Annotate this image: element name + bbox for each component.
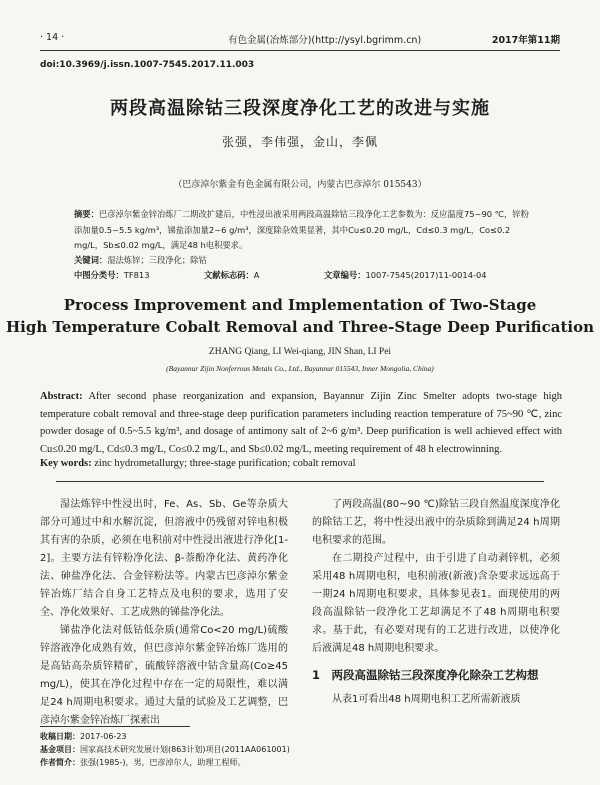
en-keywords-label: Key words: (40, 458, 92, 469)
cn-keywords-text: 湿法炼锌；三段净化；除钴 (107, 255, 207, 265)
en-title-line2: High Temperature Cobalt Removal and Three-Stage Deep Purification (6, 318, 594, 336)
article-number: 文章编号：1007-7545(2017)11-0014-04 (324, 270, 487, 280)
body-right-column (312, 496, 560, 709)
body-paragraph: 湿法炼锌中性浸出时，Fe、As、Sb、Ge等杂质大部分可通过中和水解沉淀，但溶液中仍残留对锌电积极其有害的杂质，必须在电积前对中性浸出液进行净化[1-2]。主要方法有锌粉净化法、β-萘酚净化法、黄药净化法、砷盐净化法、合金锌粉法等。内蒙古巴彦淖尔紫金锌冶炼厂结合自身工艺特点及电积的要求，选用了安全、净化效果好、工艺成熟的锑盐净化法。 (40, 499, 288, 618)
cn-authors: 张强，李伟强，金山，李佩 (221, 135, 378, 149)
body-paragraph: 了两段高温(80~90 ℃)除钴三段自然温度深度净化的除钴工艺，将中性浸出液中的杂质除到满足24 h周期电积要求的范围。 (312, 499, 560, 546)
body-paragraph: 在二期投产过程中，由于引进了自动剥锌机，必须采用48 h周期电积，电积前液(新液)含杂要求远远高于一期24 h周期电积要求，具体参见表1。面现使用的两段高温除钴一段净化工艺却满足不了48 h周期电积要求。基于此，有必要对现有的工艺进行改进，以使净化后液满足48 h周期电积要求。 (312, 553, 560, 654)
doi: doi:10.3969/j.issn.1007-7545.2017.11.003 (40, 60, 255, 70)
cn-affiliation: （巴彦淖尔紫金有色金属有限公司，内蒙古巴彦淖尔 015543） (173, 180, 427, 190)
en-abstract-label: Abstract: (40, 391, 83, 402)
en-title-line1: Process Improvement and Implementation of Two-Stage (63, 296, 537, 314)
cn-title: 两段高温除钴三段深度净化工艺的改进与实施 (110, 98, 490, 119)
journal-name: 有色金属(冶炼部分)(http://ysyl.bgrimm.cn) (228, 35, 422, 46)
en-abstract (40, 388, 562, 458)
running-header (40, 32, 560, 46)
cn-abstract-label: 摘要： (74, 209, 99, 219)
en-keywords (40, 458, 562, 469)
section-heading: 1 两段高温除钴三段深度净化除杂工艺构想 (312, 668, 539, 682)
abstract-divider (56, 481, 544, 482)
year-issue: 2017年第11期 (491, 35, 560, 46)
body-paragraph: 锑盐净化法对低钴低杂质(通常Co<20 mg/L)硫酸锌溶液净化成熟有效，但巴彦淖尔紫金锌冶炼厂选用的是高钴高杂质锌精矿，硫酸锌溶液中钴含量高(Co≥45 mg/L)，使其在净化过程中存在一定的局限性，难以满足24 h周期电积要求。通过大量的试验及工艺调整，巴彦淖尔紫金锌冶炼厂探索出 (40, 625, 288, 726)
body-paragraph: 从表1可看出48 h周期电积工艺所需新液质 (332, 694, 521, 705)
en-abstract-text: After second phase reorganization and expansion, Bayannur Zijin Zinc Smelter adopts two-stage high temperature cobalt removal and three-stage deep purification parameters including reaction temperature of 75~90 ℃, zinc powder dosage of 0.5~5.5 kg/m³, and dosage of antimony salt of 2~6 g/m³. Deep purification is well achieved effect with Cu≤0.20 mg/L, Cd≤0.3 mg/L, Co≤0.2 mg/L, and Sb≤0.02 mg/L, meeting requirement of 48 h electrowinning. (40, 391, 563, 455)
fund-info: 基金项目：国家高技术研究发展计划(863计划)项目(2011AA061001) (40, 745, 290, 754)
body-left-column (40, 496, 288, 730)
cn-keywords-label: 关键词： (74, 255, 108, 265)
received-date: 收稿日期：2017-06-23 (40, 732, 127, 741)
cn-abstract-text: 巴彦淖尔紫金锌冶炼厂二期改扩建后，中性浸出液采用两段高温除钴三段净化工艺参数为：反应温度75~90 ℃，锌粉添加量0.5~5.5 kg/m³，锑盐添加量2~6 g/m³，深度除杂效果显著，其中Cu≤0.20 mg/L，Cd≤0.3 mg/L，Co≤0.2 mg/L，Sb≤0.02 mg/L，满足48 h电积要求。 (74, 209, 529, 250)
en-keywords-text: zinc hydrometallurgy; three-stage purification; cobalt removal (94, 458, 356, 469)
cn-keywords (74, 253, 530, 269)
en-affiliation: (Bayannur Zijin Nonferrous Metals Co., Ltd., Bayannur 015543, Inner Mongolia, China) (166, 364, 434, 373)
author-bio: 作者简介：张强(1985-)，男，巴彦淖尔人，助理工程师。 (40, 758, 246, 767)
doc-code: 文献标志码：A (204, 270, 260, 280)
en-authors: ZHANG Qiang, LI Wei-qiang, JIN Shan, LI Pei (208, 347, 392, 357)
header-rule (40, 50, 560, 51)
footnote-rule (40, 726, 190, 727)
clc-number: 中图分类号：TF813 (74, 270, 150, 280)
cn-abstract (74, 207, 530, 254)
footnote (40, 730, 560, 769)
page-number: · 14 · (40, 32, 65, 43)
